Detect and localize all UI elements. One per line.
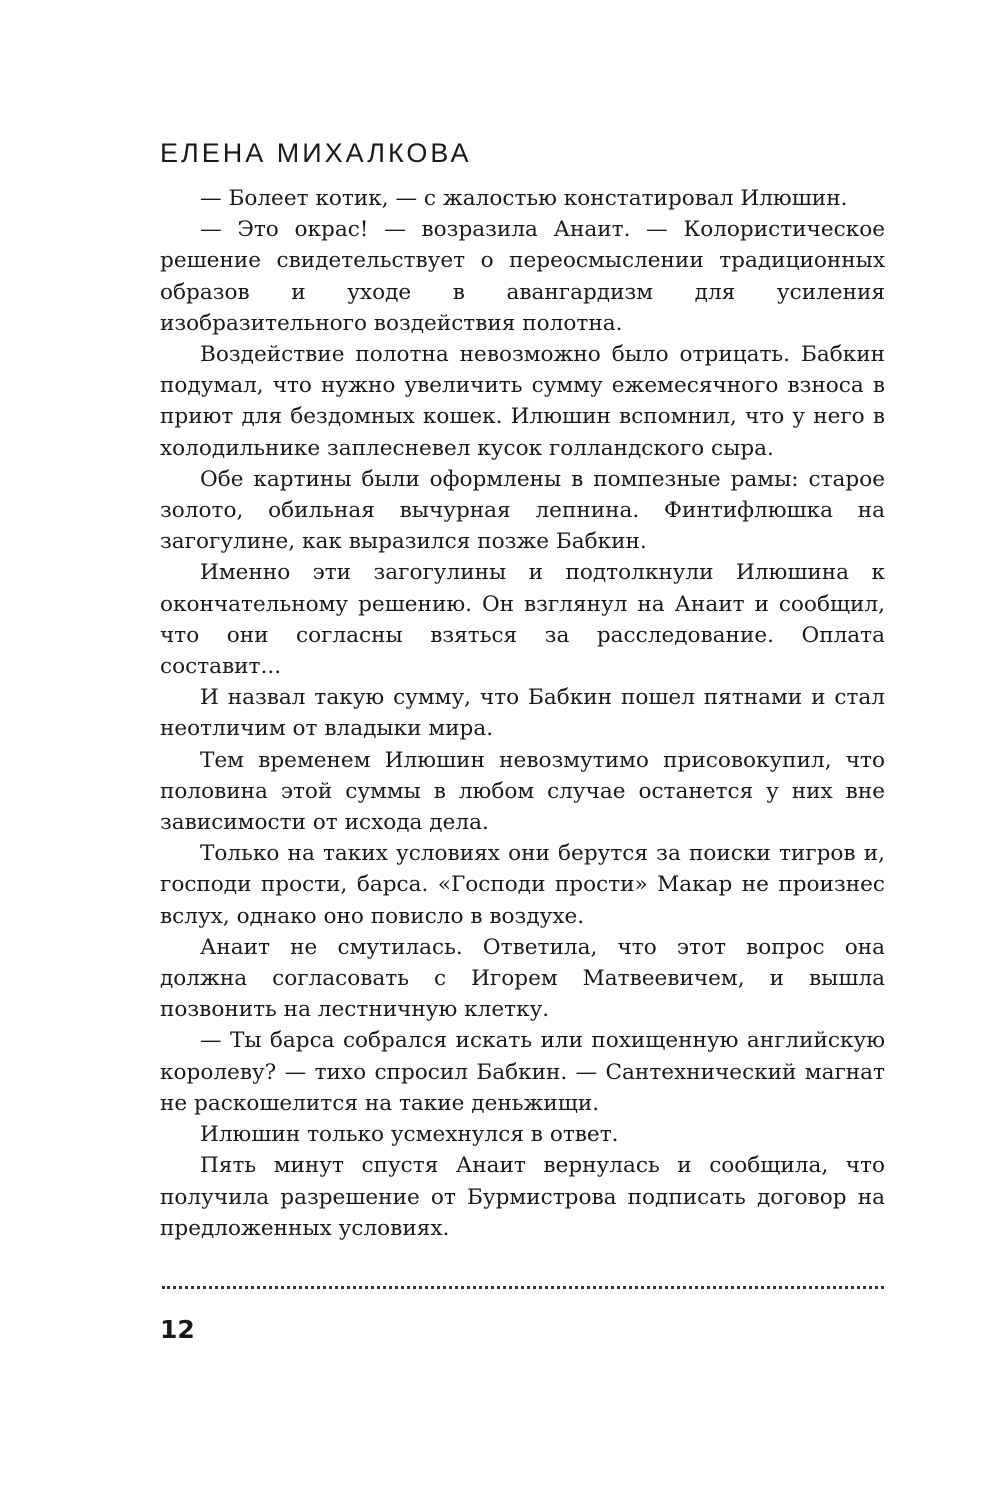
paragraph: — Ты барса собрался искать или похищенную английскую королеву? — тихо спросил Бабкин. — Сантехнический магнат не раскошелится на такие деньжищи. <box>160 1028 885 1116</box>
paragraph: — Болеет котик, — с жалостью констатировал Илюшин. <box>200 186 848 211</box>
paragraph: — Это окрас! — возразила Анаит. — Колористическое решение свидетельствует о переосмыслении традиционных образов и уходе в авангардизм для усиления изобразительного воздействия полотна. <box>160 217 885 336</box>
page-number: 12 <box>160 1315 195 1344</box>
paragraph: Пять минут спустя Анаит вернулась и сообщила, что получила разрешение от Бурмистрова подписать договор на предложенных условиях. <box>160 1153 885 1241</box>
paragraph: Именно эти загогулины и подтолкнули Илюшина к окончательному решению. Он взглянул на Анаит и сообщил, что они согласны взяться за расследование. Оплата составит... <box>160 560 885 680</box>
paragraph: Только на таких условиях они берутся за поиски тигров и, господи прости, барса. «Господи прости» Макар не произнес вслух, однако оно повисло в воздухе. <box>160 841 885 929</box>
paragraph: Воздействие полотна невозможно было отрицать. Бабкин подумал, что нужно увеличить сумму ежемесячного взноса в приют для бездомных кошек. Илюшин вспомнил, что у него в холодильнике заплесневел кусок голландского сыра. <box>160 342 885 461</box>
paragraph: Обе картины были оформлены в помпезные рамы: старое золото, обильная вычурная лепнина. Финтифлюшка на загогулине, как выразился позже Бабкин. <box>160 466 885 555</box>
paragraph: Тем временем Илюшин невозмутимо присовокупил, что половина этой суммы в любом случае останется у них вне зависимости от исхода дела. <box>160 747 885 836</box>
body-text <box>160 183 885 1244</box>
running-head-author: ЕЛЕНА МИХАЛКОВА <box>160 138 472 168</box>
dotted-divider <box>162 1286 884 1289</box>
paragraph: И назвал такую сумму, что Бабкин пошел пятнами и стал неотличим от владыки мира. <box>160 685 885 742</box>
paragraph: Анаит не смутилась. Ответила, что этот вопрос она должна согласовать с Игорем Матвеевичем, и вышла позвонить на лестничную клетку. <box>160 934 885 1023</box>
paragraph: Илюшин только усмехнулся в ответ. <box>200 1122 619 1148</box>
